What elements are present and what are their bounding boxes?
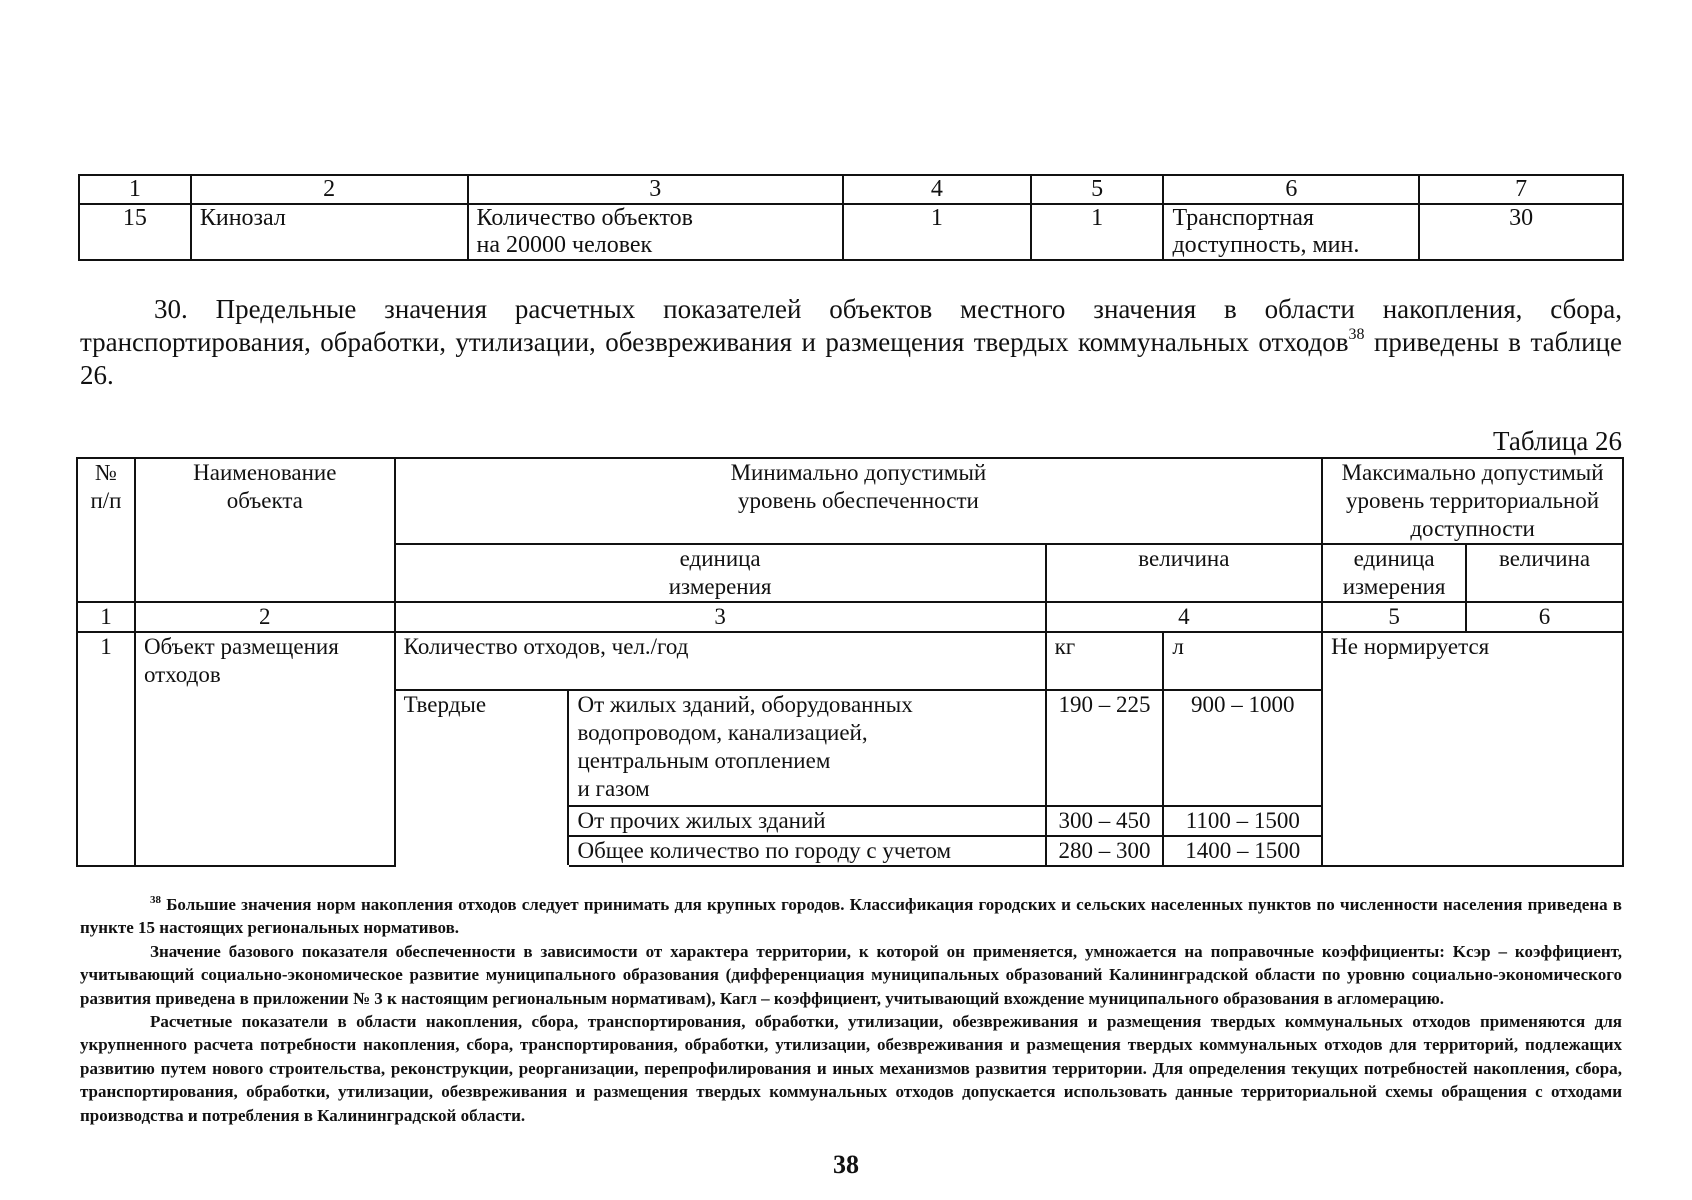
column-number: 5: [1322, 602, 1466, 632]
access-cell: [1163, 204, 1419, 260]
column-number-row: [77, 602, 1623, 632]
head-line: измерения: [1342, 574, 1446, 599]
header-cell: 4: [843, 175, 1031, 204]
head-max-value: величина: [1466, 544, 1623, 602]
page-number: 38: [833, 1150, 859, 1179]
head-line: доступности: [1410, 516, 1535, 541]
footnote-mark: 38: [150, 894, 161, 906]
access-value: 30: [1419, 204, 1623, 260]
waste-type: Твердые: [395, 690, 569, 866]
value-cell: 1: [843, 204, 1031, 260]
footnote-1: [80, 893, 1622, 940]
footnote-2: Значение базового показателя обеспеченности в зависимости от характера территории, к которой он применяется, умножается на поправочные коэффициенты: Kсэр – коэффициент, учитывающий социально-экономическое развитие муниципального образования (дифференциация муниципальных образований Калининградской области по уровню социально-экономического развития приведена в приложении № 3 к настоящим региональным нормативам), Кагл – коэффициент, учитывающий вхождение муниципального образования в агломерацию.: [80, 941, 1622, 1008]
head-line: измерения: [668, 574, 772, 599]
column-number: 2: [135, 602, 395, 632]
value-kg: 190 – 225: [1046, 690, 1164, 806]
header-cell: 7: [1419, 175, 1623, 204]
top-table-header-row: [79, 175, 1623, 204]
head-line: единица: [1353, 546, 1435, 571]
row-number: 15: [79, 204, 191, 260]
waste-quantity-label: Количество отходов, чел./год: [395, 632, 1046, 690]
sub-label: Общее количество по городу с учетом: [568, 836, 1045, 866]
head-max-level: [1322, 458, 1623, 544]
head-line: п/п: [90, 488, 122, 513]
object-name: [135, 632, 395, 866]
row-number: 1: [77, 632, 135, 866]
unit-line: на 20000 человек: [476, 232, 653, 258]
head-line: Минимально допустимый: [730, 460, 987, 485]
value-l: 1400 – 1500: [1163, 836, 1322, 866]
footnote-text: Большие значения норм накопления отходов следует принимать для крупных городов. Классификация городских и сельских населенных пунктов по численности населения приведена в пункте 15 настоящих региональных нормативов.: [80, 895, 1622, 938]
footnote-3: Расчетные показатели в области накопления, сбора, транспортирования, обработки, утилизации, обезвреживания и размещения твердых коммунальных отходов применяются для укрупненного расчета потребности накопления, сбора, транспортирования, обработки, утилизации, обезвреживания и размещения твердых коммунальных отходов для территорий, подлежащих развитию путем нового строительства, реконструкции, реорганизации, перепрофилирования и иных механизмов развития территории. Для определения текущих потребностей накопления, сбора, транспортирования, обработки, утилизации, обезвреживания и размещения твердых коммунальных отходов допускается использовать данные территориальной схемы обращения с отходами производства и потребления в Калининградской области.: [80, 1012, 1622, 1125]
column-number: 4: [1046, 602, 1323, 632]
access-line: доступность, мин.: [1172, 232, 1360, 258]
head-line: Наименование: [193, 460, 337, 485]
head-row-1: [77, 458, 1623, 544]
head-line: единица: [679, 546, 761, 571]
sub-label-line: и газом: [577, 776, 650, 801]
sub-label: От прочих жилых зданий: [568, 806, 1045, 836]
sub-label-line: центральным отоплением: [577, 748, 831, 773]
sub-label: [568, 690, 1045, 806]
value-cell: 1: [1031, 204, 1164, 260]
header-cell: 2: [191, 175, 468, 204]
unit-kg: кг: [1046, 632, 1164, 690]
object-name: Кинозал: [191, 204, 468, 260]
head-line: №: [94, 460, 117, 485]
head-name: [135, 458, 395, 602]
head-value: величина: [1046, 544, 1323, 602]
table-row: [79, 204, 1623, 260]
value-l: 900 – 1000: [1163, 690, 1322, 806]
sub-label-line: От жилых зданий, оборудованных: [577, 692, 913, 717]
head-line: Максимально допустимый: [1341, 460, 1604, 485]
unit-line: Количество объектов: [476, 205, 693, 231]
head-max-unit: [1322, 544, 1466, 602]
column-number: 3: [395, 602, 1046, 632]
access-line: Транспортная: [1172, 205, 1314, 231]
footnote-ref: 38: [1348, 326, 1365, 343]
head-num: [77, 458, 135, 602]
unit-cell: [468, 204, 844, 260]
sub-label-line: водопроводом, канализацией,: [577, 720, 868, 745]
unit-l: л: [1163, 632, 1322, 690]
column-number: 1: [77, 602, 135, 632]
object-name-line: Объект размещения: [143, 634, 339, 659]
value-kg: 300 – 450: [1046, 806, 1164, 836]
paragraph-text-end: приведены в таблице 26.: [80, 327, 1622, 390]
table-label: Таблица 26: [1493, 426, 1622, 456]
head-line: объекта: [226, 488, 303, 513]
column-number: 6: [1466, 602, 1623, 632]
footnotes: [80, 893, 1622, 1127]
top-table: [78, 174, 1624, 261]
table-26: [76, 457, 1624, 867]
header-cell: 6: [1163, 175, 1419, 204]
paragraph-30: [80, 293, 1622, 392]
value-l: 1100 – 1500: [1163, 806, 1322, 836]
header-cell: 1: [79, 175, 191, 204]
object-name-line: отходов: [143, 662, 221, 687]
value-kg: 280 – 300: [1046, 836, 1164, 866]
head-line: уровень территориальной: [1346, 488, 1600, 513]
head-min-level: [395, 458, 1322, 544]
not-normed: Не нормируется: [1322, 632, 1623, 866]
header-cell: 5: [1031, 175, 1164, 204]
table-row: [77, 632, 1623, 690]
head-unit: [395, 544, 1046, 602]
header-cell: 3: [468, 175, 844, 204]
paragraph-text: 30. Предельные значения расчетных показателей объектов местного значения в области накопления, сбора, транспортирования, обработки, утилизации, обезвреживания и размещения твердых коммунальных отходов: [80, 294, 1622, 357]
head-line: уровень обеспеченности: [737, 488, 979, 513]
